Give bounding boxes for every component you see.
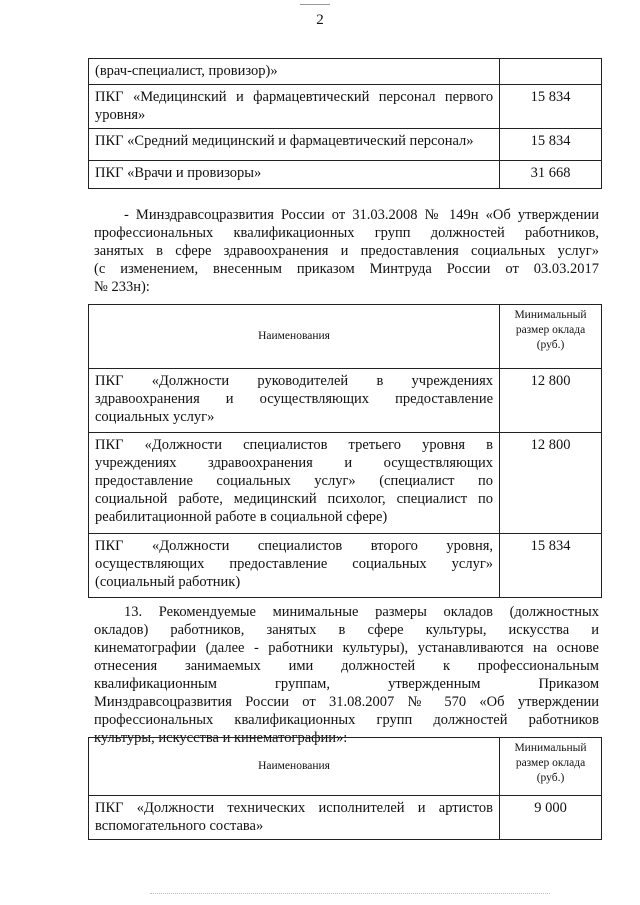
- header-value-line: (руб.): [536, 772, 565, 784]
- paragraph-line: профессиональных квалификационных групп должностей работников,: [94, 225, 599, 241]
- paragraph-line: окладов) работников, занятых в сфере культуры, искусства и: [94, 622, 599, 638]
- cell-line: учреждениях здравоохранения и осуществляющих: [95, 455, 494, 471]
- cell-line: реабилитационной работе в социальной сфере): [95, 509, 388, 525]
- header-value-line: размер оклада: [515, 757, 586, 769]
- paragraph-line: занятых в сфере здравоохранения и предоставления социальных услуг»: [94, 243, 599, 259]
- row-name-cell: [89, 129, 500, 161]
- row-value-cell: 15 834: [500, 534, 602, 598]
- table-social-services: [88, 304, 602, 598]
- header-name-cell: [89, 738, 500, 796]
- cell-line: ПКГ «Врачи и провизоры»: [95, 165, 262, 181]
- table-row: [89, 433, 602, 534]
- row-value-cell: [500, 59, 602, 85]
- table-row: [89, 534, 602, 598]
- row-value-cell: 9 000: [500, 796, 602, 840]
- row-name-cell: [89, 369, 500, 433]
- cell-line: социальных услуг»: [95, 409, 215, 425]
- cell-line: ПКГ «Средний медицинский и фармацевтический персонал»: [95, 133, 474, 149]
- cell-line: ПКГ «Должности специалистов второго уровня,: [95, 538, 494, 554]
- page-number: 2: [316, 12, 324, 28]
- header-name: Наименования: [258, 760, 330, 772]
- paragraph-line: кинематографии (далее - работники культуры), устанавливаются на основе: [94, 640, 599, 656]
- row-name-cell: [89, 433, 500, 534]
- paragraph-line: (с изменением, внесенным приказом Минтруда России от 03.03.2017: [94, 261, 599, 277]
- row-name-cell: [89, 161, 500, 189]
- row-value-cell: 15 834: [500, 129, 602, 161]
- paragraph-line: Минздравсоцразвития России от 31.08.2007 № 570 «Об утверждении: [94, 694, 599, 710]
- row-name-cell: [89, 534, 500, 598]
- cell-line: уровня»: [95, 107, 146, 123]
- header-value-line: Минимальный: [514, 309, 587, 321]
- header-row: [89, 305, 602, 369]
- top-rule: [300, 4, 330, 5]
- paragraph-line: профессиональных квалификационных групп должностей работников: [94, 712, 599, 728]
- table-row: [89, 369, 602, 433]
- cell-line: ПКГ «Должности специалистов третьего уровня в: [95, 437, 494, 453]
- header-value-cell: [500, 738, 602, 796]
- cell-line: предоставление социальных услуг» (специалист по: [95, 473, 494, 489]
- cell-line: здравоохранения и осуществляющих предоставление: [95, 391, 494, 407]
- header-value-line: Минимальный: [514, 742, 587, 754]
- cell-line: вспомогательного состава»: [95, 818, 264, 834]
- header-value-line: размер оклада: [515, 324, 586, 336]
- table-row: [89, 161, 602, 189]
- table-row: [89, 59, 602, 85]
- cell-line: (врач-специалист, провизор)»: [95, 63, 278, 79]
- cell-line: ПКГ «Должности технических исполнителей и артистов: [95, 800, 494, 816]
- row-name-cell: [89, 85, 500, 129]
- bottom-edge-marks: [150, 893, 550, 894]
- row-value-cell: 12 800: [500, 369, 602, 433]
- paragraph-culture-workers: [94, 603, 599, 747]
- cell-line: социальной работе, медицинский психолог, специалист по: [95, 491, 494, 507]
- table-medical-staff: [88, 58, 602, 189]
- cell-line: ПКГ «Должности руководителей в учреждениях: [95, 373, 494, 389]
- row-name-cell: [89, 796, 500, 840]
- header-value-line: (руб.): [536, 339, 565, 351]
- row-value-cell: 12 800: [500, 433, 602, 534]
- table-row: [89, 85, 602, 129]
- table-row: [89, 129, 602, 161]
- row-value-cell: 31 668: [500, 161, 602, 189]
- header-name-cell: [89, 305, 500, 369]
- cell-line: осуществляющих предоставление социальных услуг»: [95, 556, 494, 572]
- paragraph-line: 13. Рекомендуемые минимальные размеры окладов (должностных: [124, 604, 599, 620]
- table-culture-staff: [88, 737, 602, 840]
- paragraph-line: квалификационным группам, утвержденным Приказом: [94, 676, 599, 692]
- paragraph-line: культуры, искусства и кинематографии»:: [94, 730, 348, 746]
- header-name: Наименования: [258, 330, 330, 342]
- paragraph-line: № 233н):: [94, 279, 150, 295]
- header-row: [89, 738, 602, 796]
- header-value-cell: [500, 305, 602, 369]
- row-value-cell: 15 834: [500, 85, 602, 129]
- cell-line: (социальный работник): [95, 574, 241, 590]
- cell-line: ПКГ «Медицинский и фармацевтический персонал первого: [95, 89, 494, 105]
- table-row: [89, 796, 602, 840]
- paragraph-order-149n: [94, 206, 599, 296]
- paragraph-line: отнесения занимаемых ими должностей к профессиональным: [94, 658, 599, 674]
- row-name-cell: [89, 59, 500, 85]
- paragraph-line: - Минздравсоцразвития России от 31.03.2008 № 149н «Об утверждении: [124, 207, 599, 223]
